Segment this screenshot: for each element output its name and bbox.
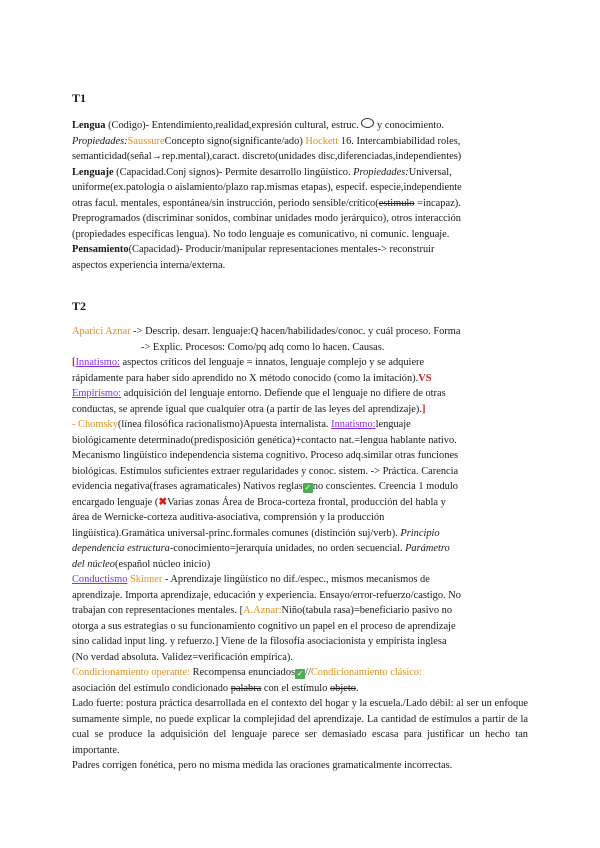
line-preprogramados: Preprogramados (discriminar sonidos, combinar unidades modo jerárquico), otros interacción [72, 213, 461, 224]
line-empirismo: Empirismo: adquisición del lenguaje entorno. Defiende que el lenguaje no difiere de otras [72, 388, 446, 399]
section-heading-t1: T1 [72, 91, 87, 105]
author-hockett: Hockett [305, 135, 339, 147]
term-pensamiento: Pensamiento [72, 244, 129, 255]
check-icon: ✓ [296, 669, 304, 678]
author-chomsky: - Chomsky [72, 419, 118, 430]
line-conductas: conductas, se aprende igual que cualquier otra (a partir de las leyes del aprendizaje).] [72, 403, 426, 415]
paragraph-lado-fuerte: Lado fuerte: postura práctica desarrollada en el contexto del hogar y la escuela./Lado débil: al ser un enfoque sumamente simple, no puede explicar la complejidad del aprendizaje. La cantidad de estímulos a partir de la cual se produce la adquisición del lenguaje parece ser demasiado escasa para justificar un hecho tan importante. [72, 698, 528, 756]
author-a-aznar: A.Aznar: [243, 605, 282, 616]
term-lengua: Lengua [72, 120, 106, 131]
line-biologicas: biológicas. Estímulos suficientes extraer regularidades y conoc. sistem. -> Práctica. Carencia [72, 465, 459, 477]
line-verdad: (No verdad absoluta. Validez=verificación empírica). [72, 651, 293, 663]
line-wernicke: área de Wernicke-corteza auditiva-asociativa, comprensión y la producción [72, 512, 385, 523]
check-icon: ✓ [304, 483, 312, 492]
line-innatismo: [Innatismo: aspectos críticos del lenguaje = innatos, lenguaje complejo y se adquiere [72, 357, 425, 368]
line-propiedades: Propiedades:SaussureConcepto signo(significante/ado) Hockett 16. Intercambiabilidad roles, [72, 135, 461, 147]
line-lenguaje: Lenguaje (Capacidad.Conj signos)- Permite desarrollo lingüístico. Propiedades:Universal, [72, 166, 452, 178]
section-heading-t2: T2 [72, 299, 87, 313]
author-skinner: Skinner [127, 574, 163, 585]
term-condicionamiento-clasico: Condicionamiento clásico: [310, 667, 422, 678]
line-condicionamiento: Condicionamiento operante: Recompensa enunciados ✓ //Condicionamiento clásico: [72, 667, 422, 678]
document-body [72, 90, 528, 774]
term-conductismo: Conductismo [72, 574, 128, 585]
line-encargado: encargado lenguaje (✖Varias zonas Área de Broca-corteza frontal, producción del habla y [72, 496, 446, 508]
line-uniforme: uniforme(ex.patologia o aislamiento/plazo rap.mismas etapas), especif. especie,independiente [72, 182, 462, 193]
line-semanticidad: semanticidad(señal→rep.mental),caract. discreto(unidades disc,diferenciadas,independientes) [72, 151, 462, 162]
line-chomsky: - Chomsky(línea filosófica racionalismo)Apuesta internalista. Innatismo:lenguaje [72, 419, 411, 430]
line-aparici: Aparici Aznar -> Descrip. desarr. lenguaje:Q hacen/habilidades/conoc. y cuál proceso. Forma [72, 326, 461, 337]
line-representaciones: trabajan con representaciones mentales. [A.Aznar:Niño(tabula rasa)=beneficiario pasivo no [72, 605, 453, 616]
speech-bubble-icon [361, 118, 374, 128]
line-evidencia: evidencia negativa(frases agramaticales) Nativos reglas ✓ no conscientes. Creencia 1 modulo [72, 481, 458, 492]
line-otorga: otorga a sus estrategias o su funcionamiento cognitivo un papel en el proceso de aprendizaje [72, 620, 456, 632]
term-condicionamiento-operante: Condicionamiento operante: [72, 667, 191, 678]
line-propiedades-especificas: (propiedades específicas lengua). No todo lenguaje es comunicativo, ni comunic. lenguaje. [72, 228, 450, 240]
line-facultades: otras facul. mentales, espontánea/sin instrucción, periodo sensible/crítico(estimulo =incapaz). [72, 197, 461, 209]
line-aprendizaje: aprendizaje. Importa aprendizaje, educación y experiencia. Ensayo/error-refuerzo/castigo. No [72, 589, 461, 601]
term-innatismo: Innatismo: [75, 357, 120, 368]
line-rapidamente: rápidamente para haber sido aprendido no X método conocido (como la imitación).VS [72, 372, 432, 384]
line-conductismo: Conductismo Skinner - Aprendizaje lingüístico no dif./espec., mismos mecanismos de [72, 574, 430, 585]
line-lengua: Lengua (Codigo)- Entendimiento,realidad,expresión cultural, estruc. y conocimiento. [72, 120, 444, 131]
line-mecanismo: Mecanismo lingüístico independencia sistema cognitivo. Proceso adq.similar otras funciones [72, 450, 459, 461]
term-empirismo: Empirismo: [72, 388, 122, 399]
author-aparici-aznar: Aparici Aznar [72, 326, 131, 337]
line-calidad: sino calidad input ling. y refuerzo.] Viene de la filosofía asociacionista y empirista inglesa [72, 636, 447, 647]
line-padres: Padres corrigen fonética, pero no misma medida las oraciones gramaticalmente incorrectas. [72, 760, 453, 771]
line-aspectos: aspectos experiencia interna/externa. [72, 259, 226, 271]
cross-icon: ✖ [158, 496, 168, 508]
line-biologicamente: biológicamente determinado(predisposición genética)+contacto nat.=lengua hablante nativo. [72, 434, 457, 446]
term-lenguaje: Lenguaje [72, 166, 114, 178]
line-explic: -> Explic. Procesos: Como/pq adq como lo hacen. Causas. [141, 341, 385, 353]
line-asociacion: asociación del estímulo condicionado palabra con el estímulo objeto. [72, 682, 359, 694]
line-nucleo: del núcleo(español núcleo inicio) [72, 558, 211, 570]
line-pensamiento: Pensamiento(Capacidad)- Producir/manipular representaciones mentales-> reconstruir [72, 244, 435, 255]
line-gramatica: lingüística).Gramática universal-princ.formales comunes (distinción suj/verb). Principio [72, 527, 440, 539]
line-dependencia: dependencia estructura-conocimiento=jerarquía unidades, no orden secuencial. Parámetro [72, 543, 450, 554]
author-saussure: Saussure [127, 135, 165, 147]
